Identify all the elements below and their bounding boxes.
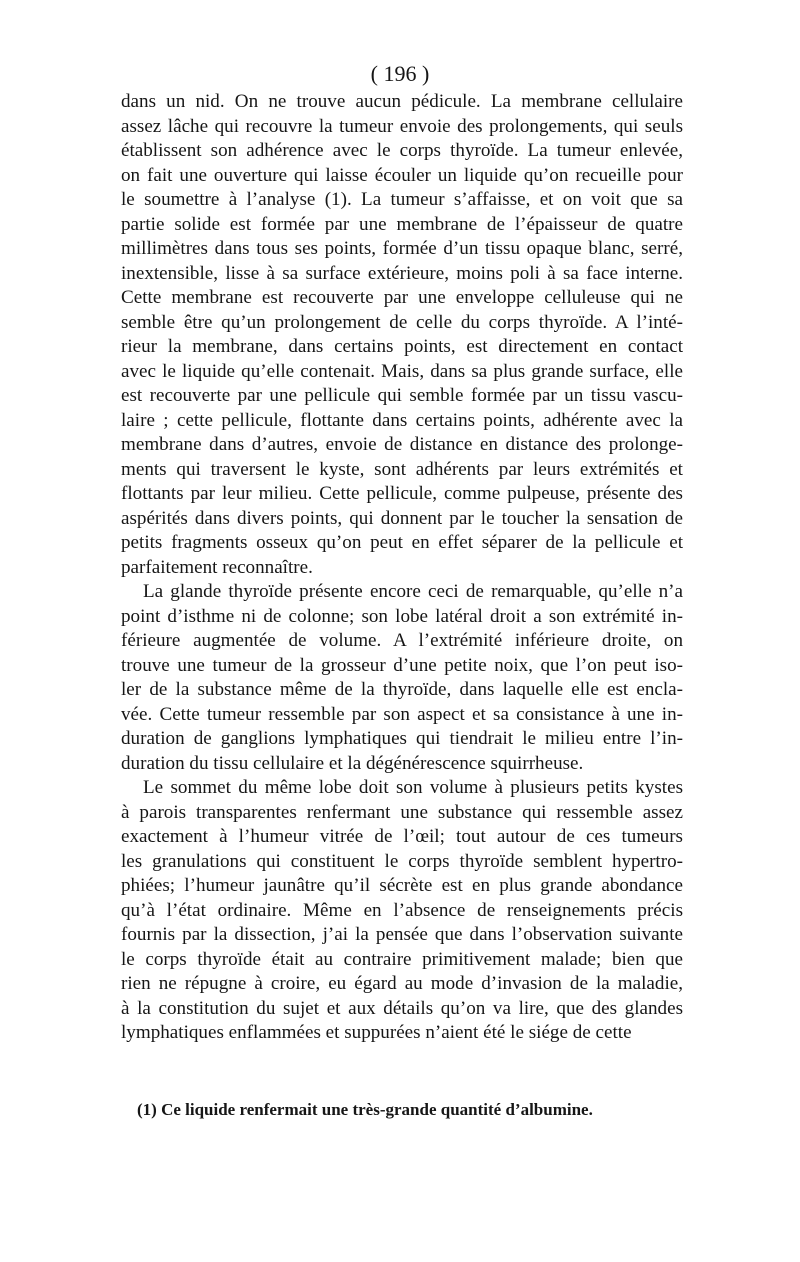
text-line: trouve une tumeur de la grosseur d’une petite noix, que l’on peut iso-: [121, 654, 683, 676]
text-line: est recouverte par une pellicule qui semble formée par un tissu vascu-: [121, 385, 683, 406]
text-line: vée. Cette tumeur ressemble par son aspect et sa consistance à une in-: [121, 703, 683, 725]
text-line: semble être qu’un prolongement de celle du corps thyroïde. A l’inté-: [121, 311, 683, 333]
text-line: partie solide est formée par une membrane de l’épaisseur de quatre: [121, 213, 683, 235]
text-line: à parois transparentes renfermant une substance qui ressemble assez: [121, 801, 683, 823]
text-line: exactement à l’humeur vitrée de l’œil; tout autour de ces tumeurs: [121, 826, 683, 847]
text-line: duration du tissu cellulaire et la dégénérescence squirrheuse.: [121, 752, 584, 774]
text-line: laire ; cette pellicule, flottante dans certains points, adhérente avec la: [121, 409, 683, 431]
text-line: point d’isthme ni de colonne; son lobe latéral droit a son extrémité in-: [121, 605, 683, 627]
footnote: (1) Ce liquide renfermait une très-grande quantité d’albumine.: [137, 1100, 593, 1119]
text-line: le soumettre à l’analyse (1). La tumeur s’affaisse, et on voit que sa: [121, 189, 683, 210]
body-text: [121, 90, 683, 1046]
text-line: duration de ganglions lymphatiques qui tiendrait le milieu entre l’in-: [121, 728, 683, 749]
text-line: fournis par la dissection, j’ai la pensée que dans l’observation suivante: [121, 924, 683, 945]
text-line: les granulations qui constituent le corps thyroïde semblent hypertro-: [121, 850, 683, 872]
text-line: lymphatiques enflammées et suppurées n’aient été le siége de cette: [121, 1022, 632, 1043]
text-line: petits fragments osseux qu’on peut en effet séparer de la pellicule et: [121, 532, 683, 553]
text-line: phiées; l’humeur jaunâtre qu’il sécrète est en plus grande abondance: [121, 875, 683, 896]
paragraph: [121, 776, 683, 1046]
text-line: férieure augmentée de volume. A l’extrémité inférieure droite, on: [121, 630, 683, 651]
text-line: aspérités dans divers points, qui donnent par le toucher la sensation de: [121, 507, 683, 529]
text-line: le corps thyroïde était au contraire primitivement malade; bien que: [121, 948, 683, 970]
paragraph: [121, 580, 683, 776]
text-line: Cette membrane est recouverte par une enveloppe celluleuse qui ne: [121, 287, 683, 308]
text-line: assez lâche qui recouvre la tumeur envoie des prolongements, qui seuls: [121, 115, 683, 137]
text-line: dans un nid. On ne trouve aucun pédicule. La membrane cellulaire: [121, 91, 683, 112]
text-line: ments qui traversent le kyste, sont adhérents par leurs extrémités et: [121, 458, 683, 480]
text-line: flottants par leur milieu. Cette pellicule, comme pulpeuse, présente des: [121, 483, 683, 504]
text-line: ler de la substance même de la thyroïde, dans laquelle elle est encla-: [121, 679, 683, 700]
text-line: rien ne répugne à croire, eu égard au mode d’invasion de la maladie,: [121, 973, 683, 994]
text-line: inextensible, lisse à sa surface extérieure, moins poli à sa face interne.: [121, 262, 683, 284]
text-line: parfaitement reconnaître.: [121, 556, 313, 578]
paragraph: [121, 90, 683, 580]
text-line: rieur la membrane, dans certains points, est directement en contact: [121, 336, 683, 357]
text-line: à la constitution du sujet et aux détails qu’on va lire, que des glandes: [121, 997, 683, 1019]
text-line: qu’à l’état ordinaire. Même en l’absence de renseignements précis: [121, 899, 683, 921]
text-line: membrane dans d’autres, envoie de distance en distance des prolonge-: [121, 434, 683, 455]
text-line: avec le liquide qu’elle contenait. Mais, dans sa plus grande surface, elle: [121, 360, 683, 382]
text-line: établissent son adhérence avec le corps thyroïde. La tumeur enlevée,: [121, 140, 683, 161]
page-number: ( 196 ): [370, 61, 430, 86]
text-line: La glande thyroïde présente encore ceci de remarquable, qu’elle n’a: [143, 581, 683, 602]
text-line: millimètres dans tous ses points, formée d’un tissu opaque blanc, serré,: [121, 238, 683, 259]
text-line: Le sommet du même lobe doit son volume à plusieurs petits kystes: [143, 777, 683, 798]
text-line: on fait une ouverture qui laisse écouler un liquide qu’on recueille pour: [121, 164, 683, 186]
